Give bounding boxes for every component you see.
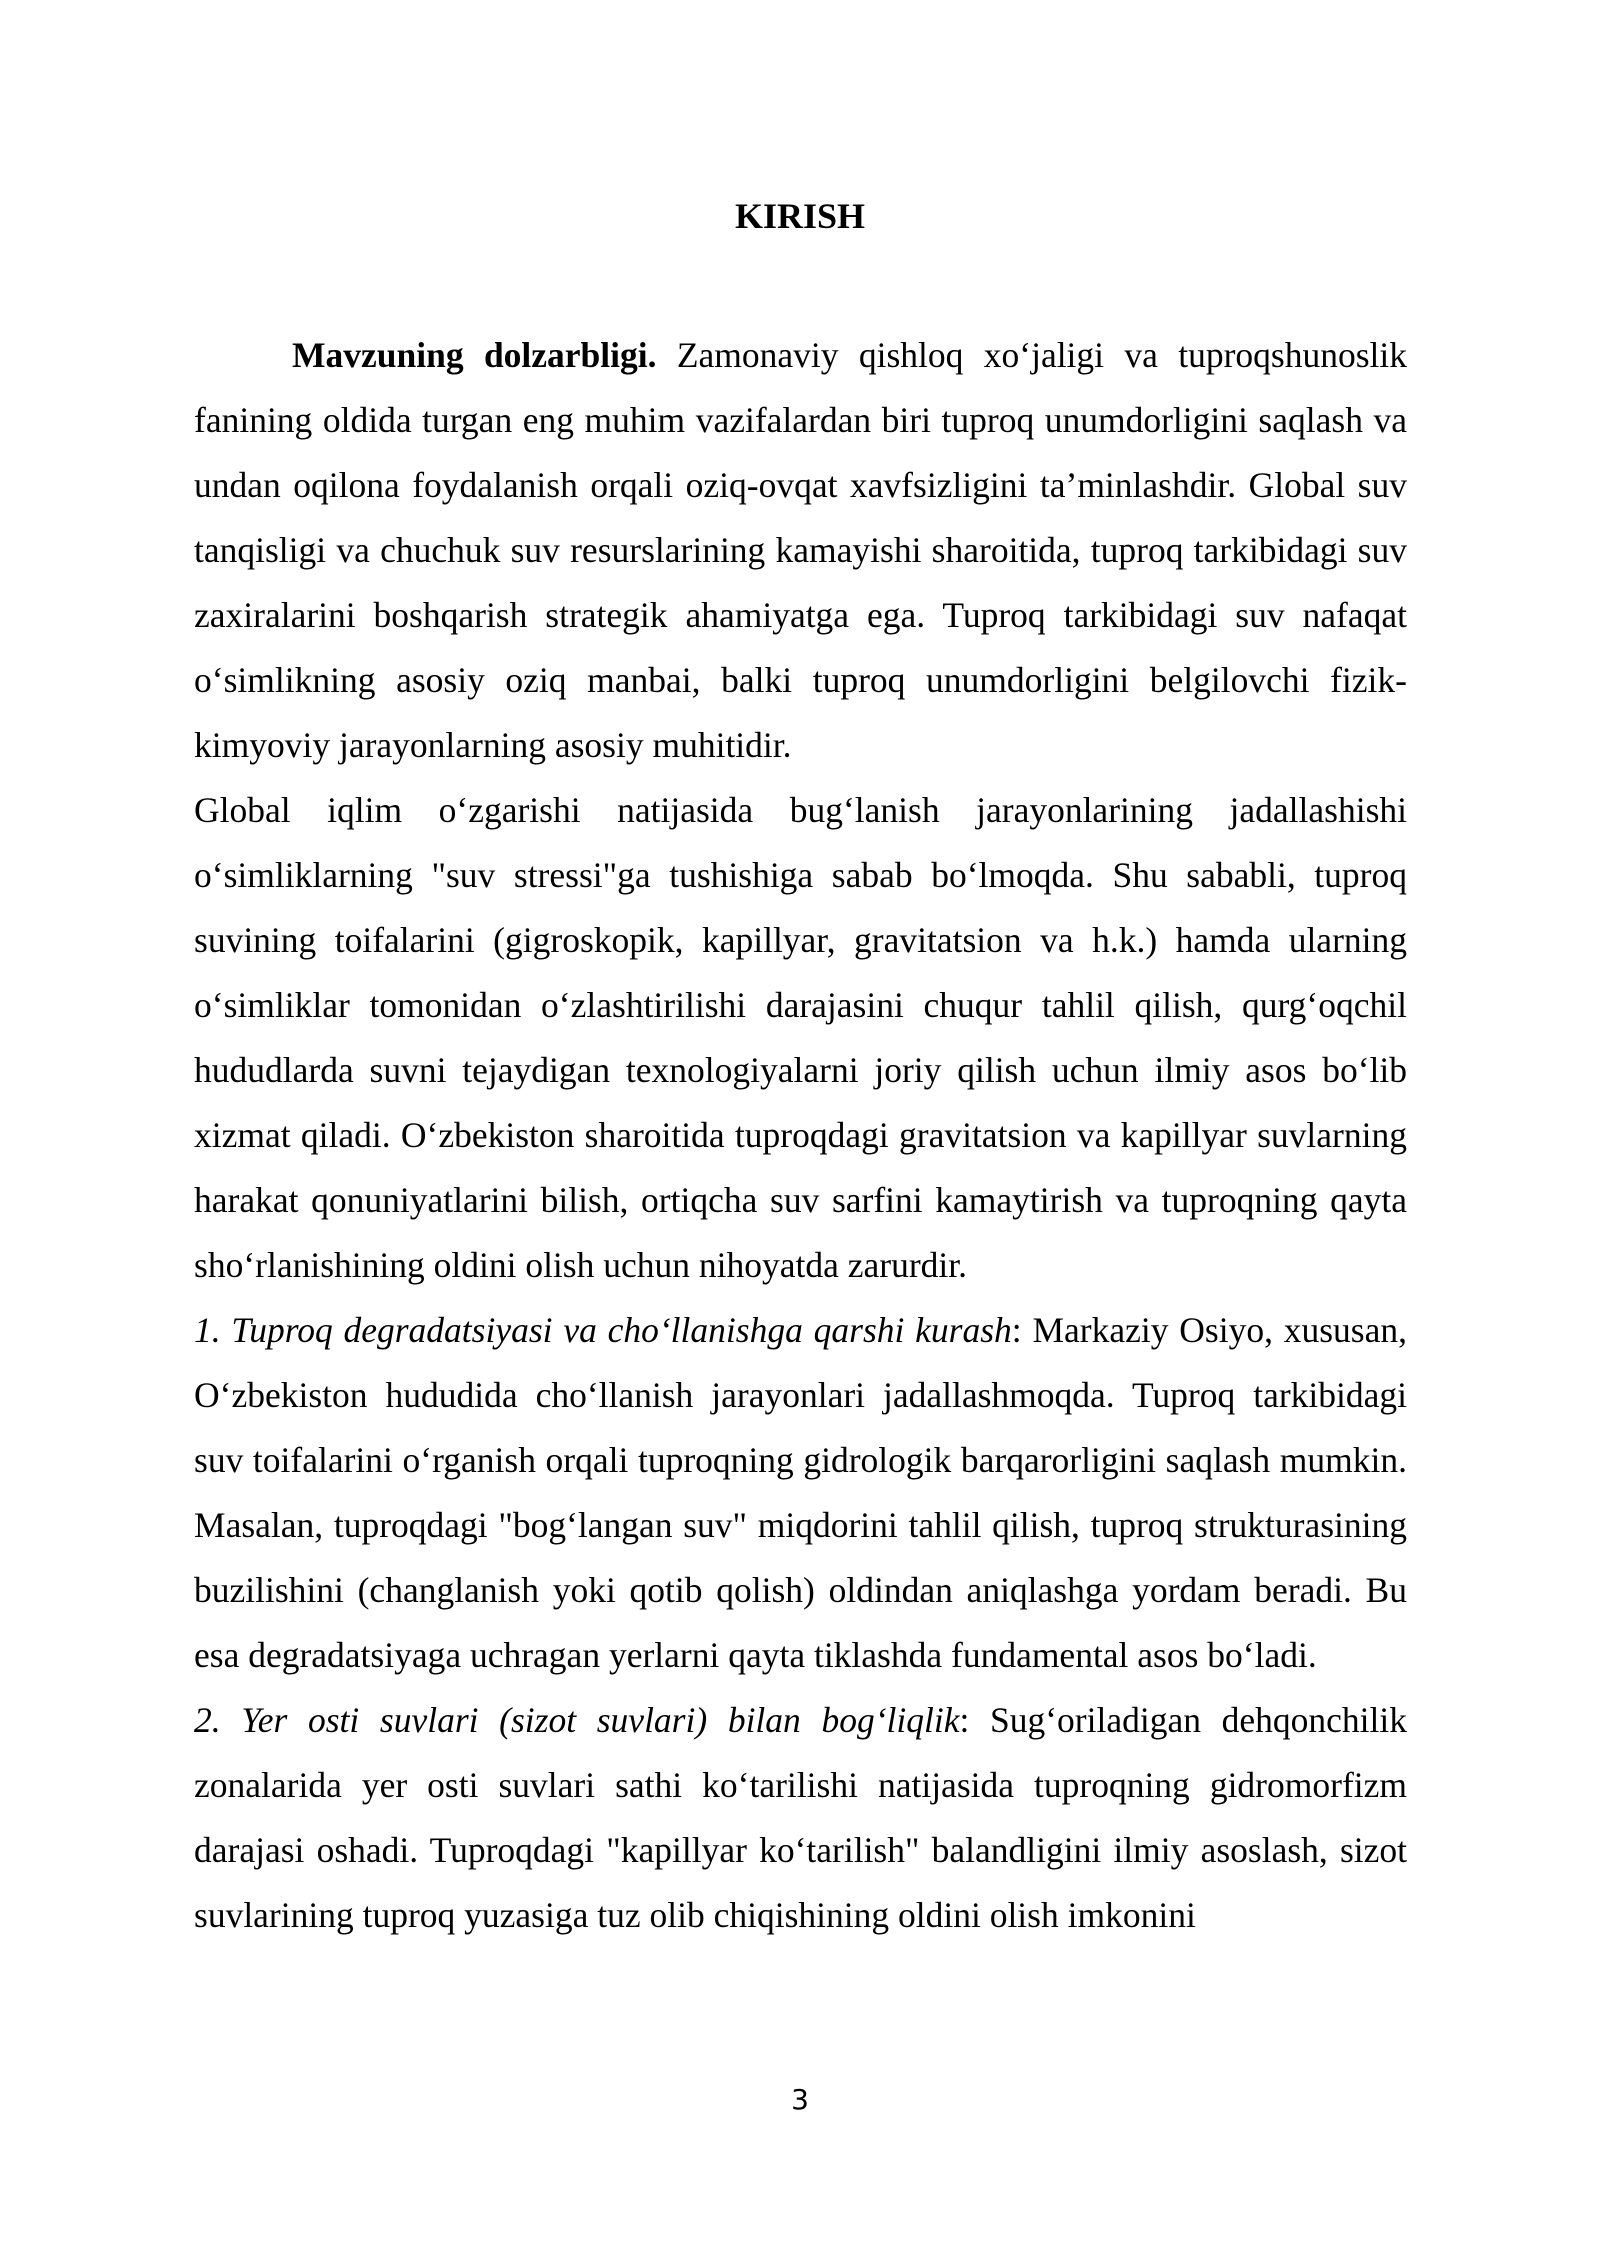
page-number: 3 — [791, 2083, 809, 2116]
paragraph-relevance — [194, 323, 1407, 778]
paragraph-lead-italic: 2. Yer osti suvlari (sizot suvlari) bilan bog‘liqlik — [194, 1700, 960, 1740]
document-body — [194, 323, 1407, 1948]
paragraph-item-1 — [194, 1298, 1407, 1688]
paragraph-text: : Markaziy Osiyo, xususan, O‘zbekiston hududida cho‘llanish jarayonlari jadallashmoqda. Tuproq tarkibidagi suv toifalarini o‘rganish orqali tuproqning gidrologik barqarorligini saqlash mumkin. Masalan, tuproqdagi "bog‘langan suv" miqdorini tahlil qilish, tuproq strukturasining buzilishini (changlanish yoki qotib qolish) oldindan aniqlashga yordam beradi. Bu esa degradatsiyaga uchragan yerlarni qayta tiklashda fundamental asos bo‘ladi. — [194, 1310, 1407, 1675]
paragraph-lead-italic: 1. Tuproq degradatsiyasi va cho‘llanishga qarshi kurash — [194, 1310, 1012, 1350]
paragraph-climate — [194, 778, 1407, 1298]
page-title: KIRISH — [734, 196, 866, 236]
paragraph-text: : Sug‘oriladigan dehqonchilik zonalarida yer osti suvlari sathi ko‘tarilishi natijasida tuproqning gidromorfizm darajasi oshadi. Tuproqdagi "kapillyar ko‘tarilish" balandligini ilmiy asoslash, sizot suvlarining tuproq yuzasiga tuz olib chiqishining oldini olish imkonini — [194, 1700, 1407, 1935]
paragraph-lead-bold: Mavzuning dolzarbligi. — [292, 335, 657, 375]
paragraph-text: Zamonaviy qishloq xo‘jaligi va tuproqshunoslik fanining oldida turgan eng muhim vazifalardan biri tuproq unumdorligini saqlash va undan oqilona foydalanish orqali oziq-ovqat xavfsizligini ta’minlashdir. Global suv tanqisligi va chuchuk suv resurslarining kamayishi sharoitida, tuproq tarkibidagi suv zaxiralarini boshqarish strategik ahamiyatga ega. Tuproq tarkibidagi suv nafaqat o‘simlikning asosiy oziq manbai, balki tuproq unumdorligini belgilovchi fizik-kimyoviy jarayonlarning asosiy muhitidir. — [194, 335, 1408, 765]
paragraph-text: Global iqlim o‘zgarishi natijasida bug‘lanish jarayonlarining jadallashishi o‘simliklarning "suv stressi"ga tushishiga sabab bo‘lmoqda. Shu sababli, tuproq suvining toifalarini (gigroskopik, kapillyar, gravitatsion va h.k.) hamda ularning o‘simliklar tomonidan o‘zlashtirilishi darajasini chuqur tahlil qilish, qurg‘oqchil hududlarda suvni tejaydigan texnologiyalarni joriy qilish uchun ilmiy asos bo‘lib xizmat qiladi. O‘zbekiston sharoitida tuproqdagi gravitatsion va kapillyar suvlarning harakat qonuniyatlarini bilish, ortiqcha suv sarfini kamaytirish va tuproqning qayta sho‘rlanishining oldini olish uchun nihoyatda zarurdir. — [194, 790, 1407, 1285]
paragraph-item-2 — [194, 1688, 1407, 1948]
